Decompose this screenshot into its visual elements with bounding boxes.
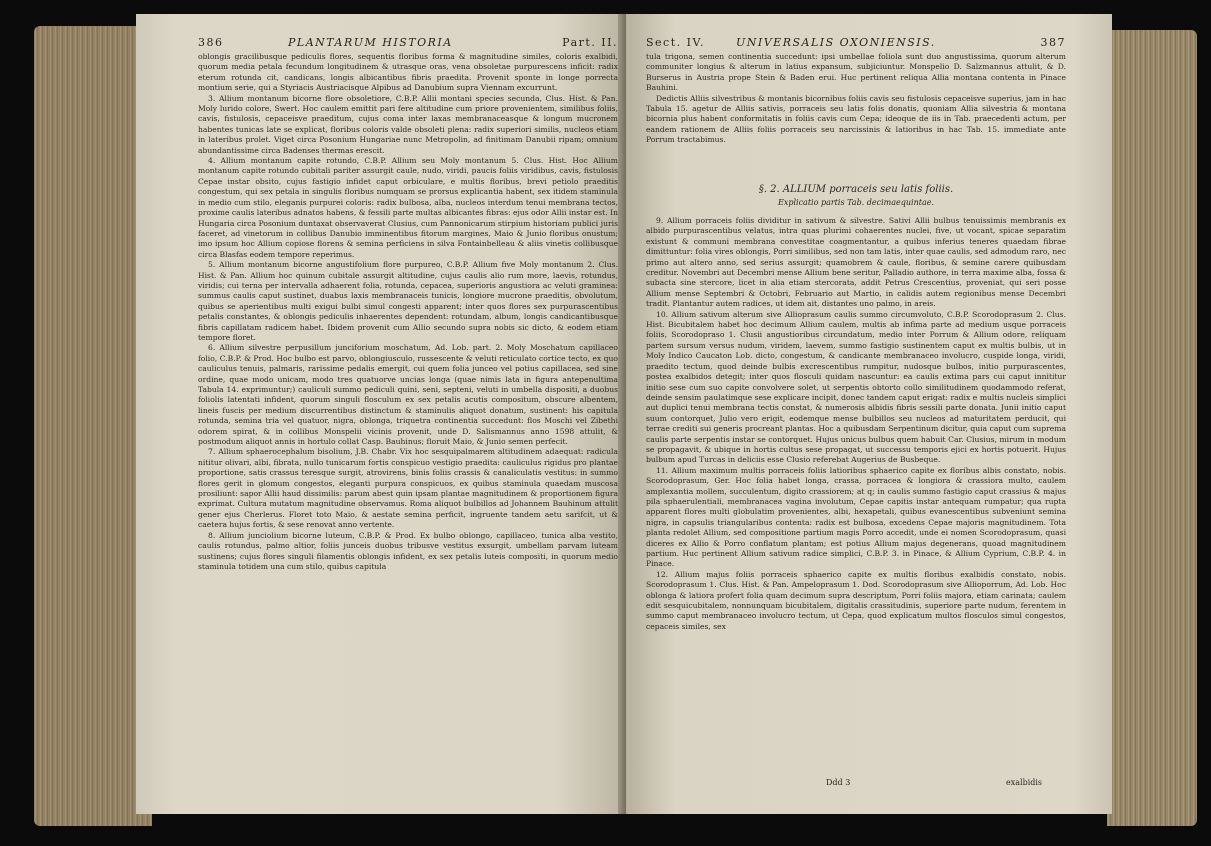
section-title: §. 2. ALLIUM porraceis seu latis foliis. xyxy=(758,184,954,195)
paragraph: 6. Allium silvestre perpusillum junciforium moschatum, Ad. Lob. part. 2. Moly Moschatum capillaceo folio, C.B.P. & Prod. Hoc bulbo est parvo, oblongiusculo, russescente & veluti reticulato cortice tecto, ex quo cauliculus tenuis, palmaris, rarissime pedalis emergit, cui quem folia junceo vel potius capillacea, sed sine ordine, quae modo unicam, modo tres quatuorve uncias longa (quae nimis lata in figura antepenultima Tabula 14. exprimuntur;) cauliculi summo pediculi quini, seni, septeni, veluti in umbella dispositi, a duobus foliolis latentati infident, quorum singuli flosculum ex sex petalis acutis compositum, obscure albentem, lineis fuscis per medium discurrentibus distinctum & staminulis aliquot donatum, sustinent: his capitula rotunda, semina tria vel quatuor, nigra, oblonga, triquetra continentia succedunt: flos Moschi vel Zibethi odorem spirat, & in collibus Monspelii vicinis provenit, unde D. Salismannus anno 1598 attulit, & postmodum aliquot annis in hortulo collat Casp. Bauhinus; floruit Maio, & Junio semen perfecit. xyxy=(198,343,618,447)
signature-mark: Ddd 3 xyxy=(826,778,851,787)
left-part: Part. II. xyxy=(562,36,618,49)
left-page-edges xyxy=(34,26,152,826)
right-text-top xyxy=(646,52,1066,146)
paragraph: 4. Allium montanum capite rotundo, C.B.P. Allium seu Moly montanum 5. Clus. Hist. Hoc Allium montanum capite rotundo cubitali pariter assurgit caule, nudo, viridi, paucis foliis viridibus, cavis, fistulosis Cepae instar obsito, cujus fastigio infidet caput orbiculare, e multis floribus, brevi petiolo praeditis congestum, qui sex petala in singulis floribus numquam se prorsus explicantia habent, sex itidem staminula in medio cum stilo, eleganis purpurei coloris: radix bulbosa, alba, nucleos interdum tenui membrana tectos, proxime caulis lateribus adnatos habens, & fessili parte multas albicantes fibras: ejus odor Allii instar est. In Hungaria circa Posonium duntaxat observaverat Clusius, cum Pannonicarum stirpium historiam publici juris faceret, ad vinetorum in collibus Danubio imminentibus fitorum margines, Maio & Junio floribus onustum; imo ipsum hoc Allium copiose florens & semina perficiens in silva Fontainbelleau & aliis vinetis collibusque circa Blasfas eodem tempore reperimus. xyxy=(198,156,618,259)
left-title: PLANTARUM HISTORIA xyxy=(288,36,453,49)
section-subtitle: Explicatio partis Tab. decimaequintae. xyxy=(777,198,935,207)
right-text-block xyxy=(646,216,1066,632)
paragraph: 3. Allium montanum bicorne flore obsoletiore, C.B.P. Allii montani species secunda, Clus. Hist. & Pan. Moly lurido colore, Swert. Hoc caulem emittit pari fere altitudine cum priore provenientem, similibus foliis, cavis, fistulosis, cepaceisve praeditum, cujus coma inter laxas membranaceasque & longum mucronem habentes tunicas late se explicat, floribus coloris valde obsoleti plena: radix superiori similis, nucleos etiam in lateribus prolet. Viget circa Posonium Hungariae nunc Metropolin, ad finitimam Danubii ripam; omnium abundantissime circa Badenses thermas erescit. xyxy=(198,93,618,155)
left-page-number: 386 xyxy=(198,36,224,49)
paragraph: Dedictis Alliis silvestribus & montanis bicornibus foliis cavis seu fistulosis cepaceisve superius, jam in hac Tabula 15. agetur de Alliis sativis, porraceis seu latis folis donatis, quoniam Allia silvestria & montana bicornia plus habent conformitatis in foliis cavis cum Cepa; ideoque de iis in Tab. praecedenti actum, per eandem rationem de Alliis foliis porraceis seu narcissinis & latioribus in hac Tab. 15. immediate ante Porrum tractabimus. xyxy=(646,93,1066,145)
paragraph: 9. Allium porraceis foliis dividitur in sativum & silvestre. Sativi Allii bulbus tenuissimis membranis ex albido purpurascentibus velatus, intra quas plurimi cohaerentes nuclei, five, ut vocant, spicae separatim existunt & communi membrana convestitae coagmentantur, a quibus inferius teneres quaedam fibrae dimittuntur: folia vires oblongis, Porri similibus, sed non tam latis, inter quae caulis, sed admodum raro, nec primo aut altero anno, sed serius assurgit; quamobrem & caule, floribus, & semine carere quibusdam creditur. Novembri aut Decembri mense Allium bene seritur, Palladio authore, in terra maxime alba, fossa & subacta sine stercore, licet in alia etiam stercorata, addit Petrus Crescentius, proveniat, qui seri posse Allium mense Septembri & Octobri, Februario aut Martio, in calidis autem regionibus mense Decembri tradit. Plantantur autem radices, ut idem ait, distantes uno palmo, in areis. xyxy=(646,216,1066,309)
paragraph: tula trigona, semen continentia succedunt: ipsi umbellae foliola sunt duo angustissima, quorum alterum communiter longius & alterum in latius expansum, subjiciuntur. Monspelio D. Salzmannus attulit, & D. Burserus in Austria prope Stein & Baden erui. Huc pertinent reliqua Allia montana contenta in Pinace Bauhini. xyxy=(646,52,1066,93)
right-page-edges xyxy=(1107,30,1197,826)
right-title: UNIVERSALIS OXONIENSIS. xyxy=(736,36,936,49)
paragraph: oblongis gracilibusque pediculis flores, sequentis floribus forma & magnitudine similes, coloris exalbidi, quorum media petala fecundum longitudinem & utrasque oras, vena obsoletae purpurescens inficit: radix eterum rotunda cit, candicans, longis albicantibus fibris praedita. Provenit sponte in longe porrecta montium serie, qui a Styriacis Austriacisque Alpibus ad Danubium supra Viennam excurrunt. xyxy=(198,52,618,93)
paragraph: 8. Allium junciolium bicorne luteum, C.B.P. & Prod. Ex bulbo oblongo, capillaceo, tunica alba vestito, caulis rotundus, palmo altior, foliis junceis duobus tribusve vestitus exsurgit, umbellam parvam luteam sustinens; cujus flores singuli filamentis oblongis infident, ex sex petalis luteis compositi, in quorum medio staminula totidem una cum stilo, quibus capitula xyxy=(198,530,618,571)
right-page xyxy=(626,14,1112,814)
paragraph: 11. Allium maximum multis porraceis foliis latioribus sphaerico capite ex floribus albis constato, nobis. Scorodoprasum, Ger. Hoc folia habet longa, crassa, porracea & longiora & crassiora multo, caulem amplexantia mollem, succulentum, digito crassiorem; at q; in caulis summo fastigio caput crassius & majus pila sphaerulentiali, membranacea vagina involutum, Cepae capitis instar antequam rumpatur; qua rupta apparent flores multi globulatim provenientes, albi, hexapetali, quibus evanescentibus subveniunt semina nigra, in capsulis triangularibus contenta: radix est bulbosa, excedens Cepae majoris magnitudinem. Tota planta redolet Allium, sed compositione partium magis Porro accedit, unde ei nomen Scorodoprasum, quasi diceres ex Allio & Porro conflatum plantam; est potius Allium majus degenerans, quoad magnitudinem partium. Huc pertinent Allium sativum radice simplici, C.B.P. 3. in Pinace, & Allium Cyprium, C.B.P. 4. in Pinace. xyxy=(646,465,1066,569)
open-book xyxy=(20,10,1195,836)
right-page-number: 387 xyxy=(1040,36,1066,49)
paragraph: 12. Allium majus foliis porraceis sphaerico capite ex multis floribus exalbidis constato, nobis. Scorodoprasum 1. Clus. Hist. & Pan. Ampeloprasum 1. Dod. Scorodoprasum sive Allioporrum, Ad. Lob. Hoc oblonga & latiora profert folia quam decimum supra descriptum, Porri foliis majora, etiam carinata; caulem edit sesquicubitalem, nonnunquam bicubitalem, digitalis crassitudinis, superiore parte nudum, ferentem in summo caput membranaceo involucro tectum, ut Cepa, quod explicatum multos flosculos simul congestos, cepaceis similes, sex xyxy=(646,569,1066,631)
paragraph: 5. Allium montanum bicorne angustifolium flore purpureo, C.B.P. Allium five Moly montanum 2. Clus. Hist. & Pan. Allium hoc quinum cubitale assurgit altitudine, cujus caulis alio rum more, laevis, rotundus, viridis; cui terna per intervalla adhaerent folia, rotunda, cepacea, superioris angustiora ac veluti graminea: summus caulis caput sustinet, duabus laxis membranaceis tunicis, longiore mucrone praeditis, obvolutum, quibus se aperientibus multi exigui bulbi simul congesti apparent; inter quos flores sex purpurascentibus petalis constantes, & oblongis pediculis inhaerentes dependent: rotundam, album, longis candicantibusque fibris capillatam radicem habet. Ibidem provenit cum Allio secundo supra nobis sic dicto, & eodem etiam tempore floret. xyxy=(198,260,618,342)
catchword: exalbidis xyxy=(1006,778,1043,787)
paragraph: 7. Allium sphaerocephalum bisolium, J.B. Chabr. Vix hoc sesquipalmarem altitudinem adaequat: radicula nititur olivari, albi, fibrata, nullo tunicarum fortis conspicuo vestigio praedita: cauliculus rigidus pro plantae proportione, satis crassus teresque surgit, atrovirens, binis foliis crassis & canaliculatis vestitus: in summo flores gerit in glomum congestos, eleganti purpura conspicuos, ex quibus staminula quaedam muscosa prosiliunt: sapor Allii haud dissimilis: parum abest quin ipsam plantae magnitudinem & proportionem figura exprimat. Cultura mutatum magnitudine observamus. Roma aliquot bulbillos ad Johannem Bauhinum attulit gener ejus Cherlerus. Floret toto Maio, & aestate semina perficit, ingruente tandem aetu sarifcit, ut & caetera hujus fortis, & sese renovat anno vertente. xyxy=(198,447,618,530)
paragraph: 10. Allium sativum alterum sive Allioprasum caulis summo circumvoluto, C.B.P. Scorodoprasum 2. Clus. Hist. Bicubitalem habet hoc decimum Allium caulem, multis ab infima parte ad medium usque porraceis foliis, Scorodopraso 1. Clusii angustioribus circundatum, medio inter Porrum & Allium odore, reliquam partem sursum versus nudum, viridem, laevem, summo fastigio sustinentem caput ex multis bulbis, ut in Moly Indico Caucaton Lob. dicto, congestum, & candicante membranaceo involucro, cuspide longa, viridi, praedito tectum, quod deinde bulbis excrescentibus rumpitur, nudosque bulbos, initio purpurascentes, postea exalbidos detegit; inter quos flosculi quidam nascuntur: ea caulis extima pars cui caput innititur initio sese cum suo capite convolvere solet, ut serpentis obtorto collo similitudinem quodammodo referat, deinde sensim paulatimque sese explicare incipit, donec tandem caput erigat: radix e multis nucleis simplici aut duplici tenui membrana tectis constat, & numerosis albidis fibris sessili parte donata. Junii initio caput suum contorquet, Julio vero erigit, eodemque mense bulbillos seu nucleos ad maturitatem perducit, qui terrae crediti sui generis procreant plantas. Hoc a quibusdam Serpentinum dicitur, quia caput cum suprema caulis parte serpentis instar se contorquet. Hujus unicus bulbus quem habuit Car. Clusius, mirum in modum se propagavit, & ubique in hortis cultus sese propagat, ut successu temporis ejici ex hortis potuerit. Hujus bulbum apud Turcas in deliciis esse Clusio referebat Augerius de Busbeque. xyxy=(646,309,1066,465)
left-page xyxy=(136,14,628,814)
left-text-block xyxy=(198,52,618,572)
right-section: Sect. IV. xyxy=(646,36,705,49)
